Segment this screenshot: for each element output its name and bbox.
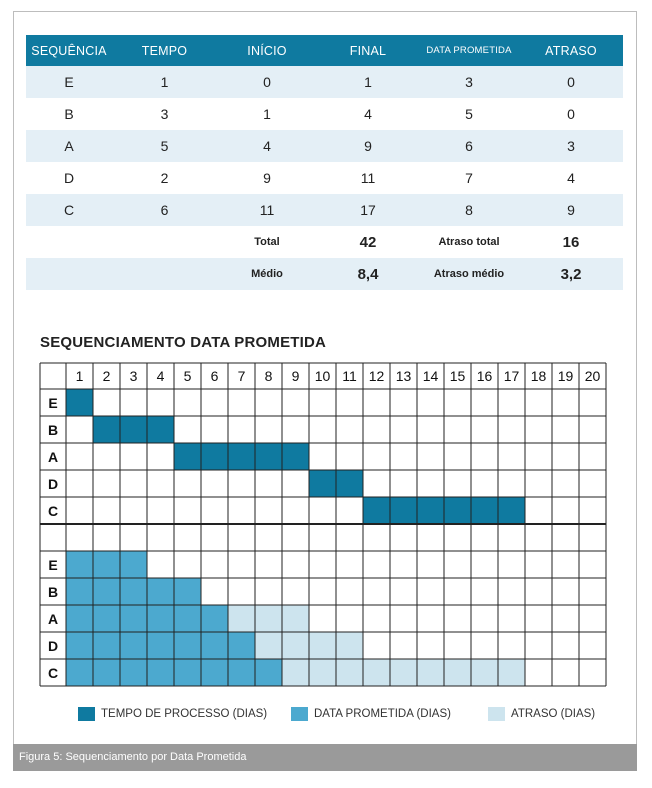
day-label: 5 [183,368,192,384]
cell: 6 [112,194,217,226]
legend-delay-swatch [488,707,505,721]
due-row-label: C [47,665,59,681]
legend-process [78,707,267,721]
header-final: FINAL [317,35,419,66]
process-row-label: D [47,476,59,492]
legend-process-swatch [78,707,95,721]
cell: 0 [519,66,623,98]
header-inicio: INÍCIO [217,35,317,66]
cell: 9 [317,130,419,162]
promised-bar-b [66,578,201,605]
process-row-label: E [48,395,58,411]
cell: 4 [364,106,372,122]
due-row-label: D [47,638,59,654]
legend-promised-label: DATA PROMETIDA (DIAS) [314,708,451,720]
cell: 17 [317,194,419,226]
cell: B [64,106,74,122]
day-label: 3 [129,368,138,384]
day-label: 20 [584,368,601,384]
cell: 8 [419,194,519,226]
day-label: 15 [449,368,466,384]
day-label: 16 [476,368,493,384]
legend [78,707,618,723]
due-row-label: A [47,611,59,627]
cell: E [26,66,112,98]
day-label: 14 [422,368,439,384]
day-label: 8 [264,368,273,384]
cell: 1 [112,66,217,98]
day-label: 11 [342,368,357,384]
day-label: 7 [237,368,246,384]
cell: 9 [519,194,623,226]
day-label: 12 [368,368,385,384]
gantt-title: SEQUENCIAMENTO DATA PROMETIDA [40,334,327,351]
header-data-prometida: DATA PROMETIDA [419,35,519,66]
header-atraso: ATRASO [519,35,623,66]
legend-promised-swatch [291,707,308,721]
atraso-medio-label: Atraso médio [419,258,519,290]
cell: 0 [217,66,317,98]
atraso-total-value: 16 [562,233,580,251]
cell: 11 [217,194,317,226]
cell: 3 [519,130,623,162]
delay-bar-a [228,605,309,632]
cell: 1 [317,66,419,98]
cell: 2 [160,170,169,186]
total-label: Total [254,236,280,248]
day-label: 18 [530,368,547,384]
promised-bar-d [66,632,255,659]
figure-caption: Figura 5: Sequenciamento por Data Prometida [13,744,637,771]
day-label: 9 [291,368,300,384]
due-row-label: E [48,557,58,573]
medio-label: Médio [217,258,317,290]
atraso-total-label: Atraso total [438,236,500,248]
cell: 5 [112,130,217,162]
cell: 6 [419,130,519,162]
medio-value: 8,4 [317,258,419,290]
day-label: 4 [156,368,165,384]
atraso-medio-value: 3,2 [519,258,623,290]
day-label: 1 [75,368,84,384]
cell: 3 [160,106,169,122]
day-label: 6 [210,368,219,384]
legend-delay [488,707,595,721]
cell: 5 [465,106,473,122]
cell: A [26,130,112,162]
cell: 1 [263,106,271,122]
process-row-label: C [47,503,59,519]
day-label: 19 [557,368,574,384]
cell: 0 [567,106,575,122]
header-tempo: TEMPO [112,35,217,66]
day-label: 17 [503,368,520,384]
header-sequencia: SEQUÊNCIA [26,35,112,66]
cell: 3 [419,66,519,98]
cell: 9 [263,170,271,186]
cell: D [63,170,75,186]
total-value: 42 [359,233,377,251]
legend-process-label: TEMPO DE PROCESSO (DIAS) [101,708,268,720]
day-label: 10 [314,368,331,384]
process-bar-b [93,416,174,443]
cell: 11 [360,170,376,186]
cell: 4 [567,170,575,186]
due-row-label: B [47,584,59,600]
day-label: 13 [395,368,412,384]
process-row-label: A [47,449,59,465]
process-row-label: B [47,422,59,438]
cell: 7 [465,170,473,186]
legend-delay-label: ATRASO (DIAS) [511,708,596,720]
process-bar-a [174,443,309,470]
cell: 4 [217,130,317,162]
legend-promised [291,707,451,721]
process-bar-e [66,389,93,416]
cell: C [26,194,112,226]
day-label: 2 [102,368,111,384]
promised-bar-e [66,551,147,578]
delay-bar-c [282,659,525,686]
